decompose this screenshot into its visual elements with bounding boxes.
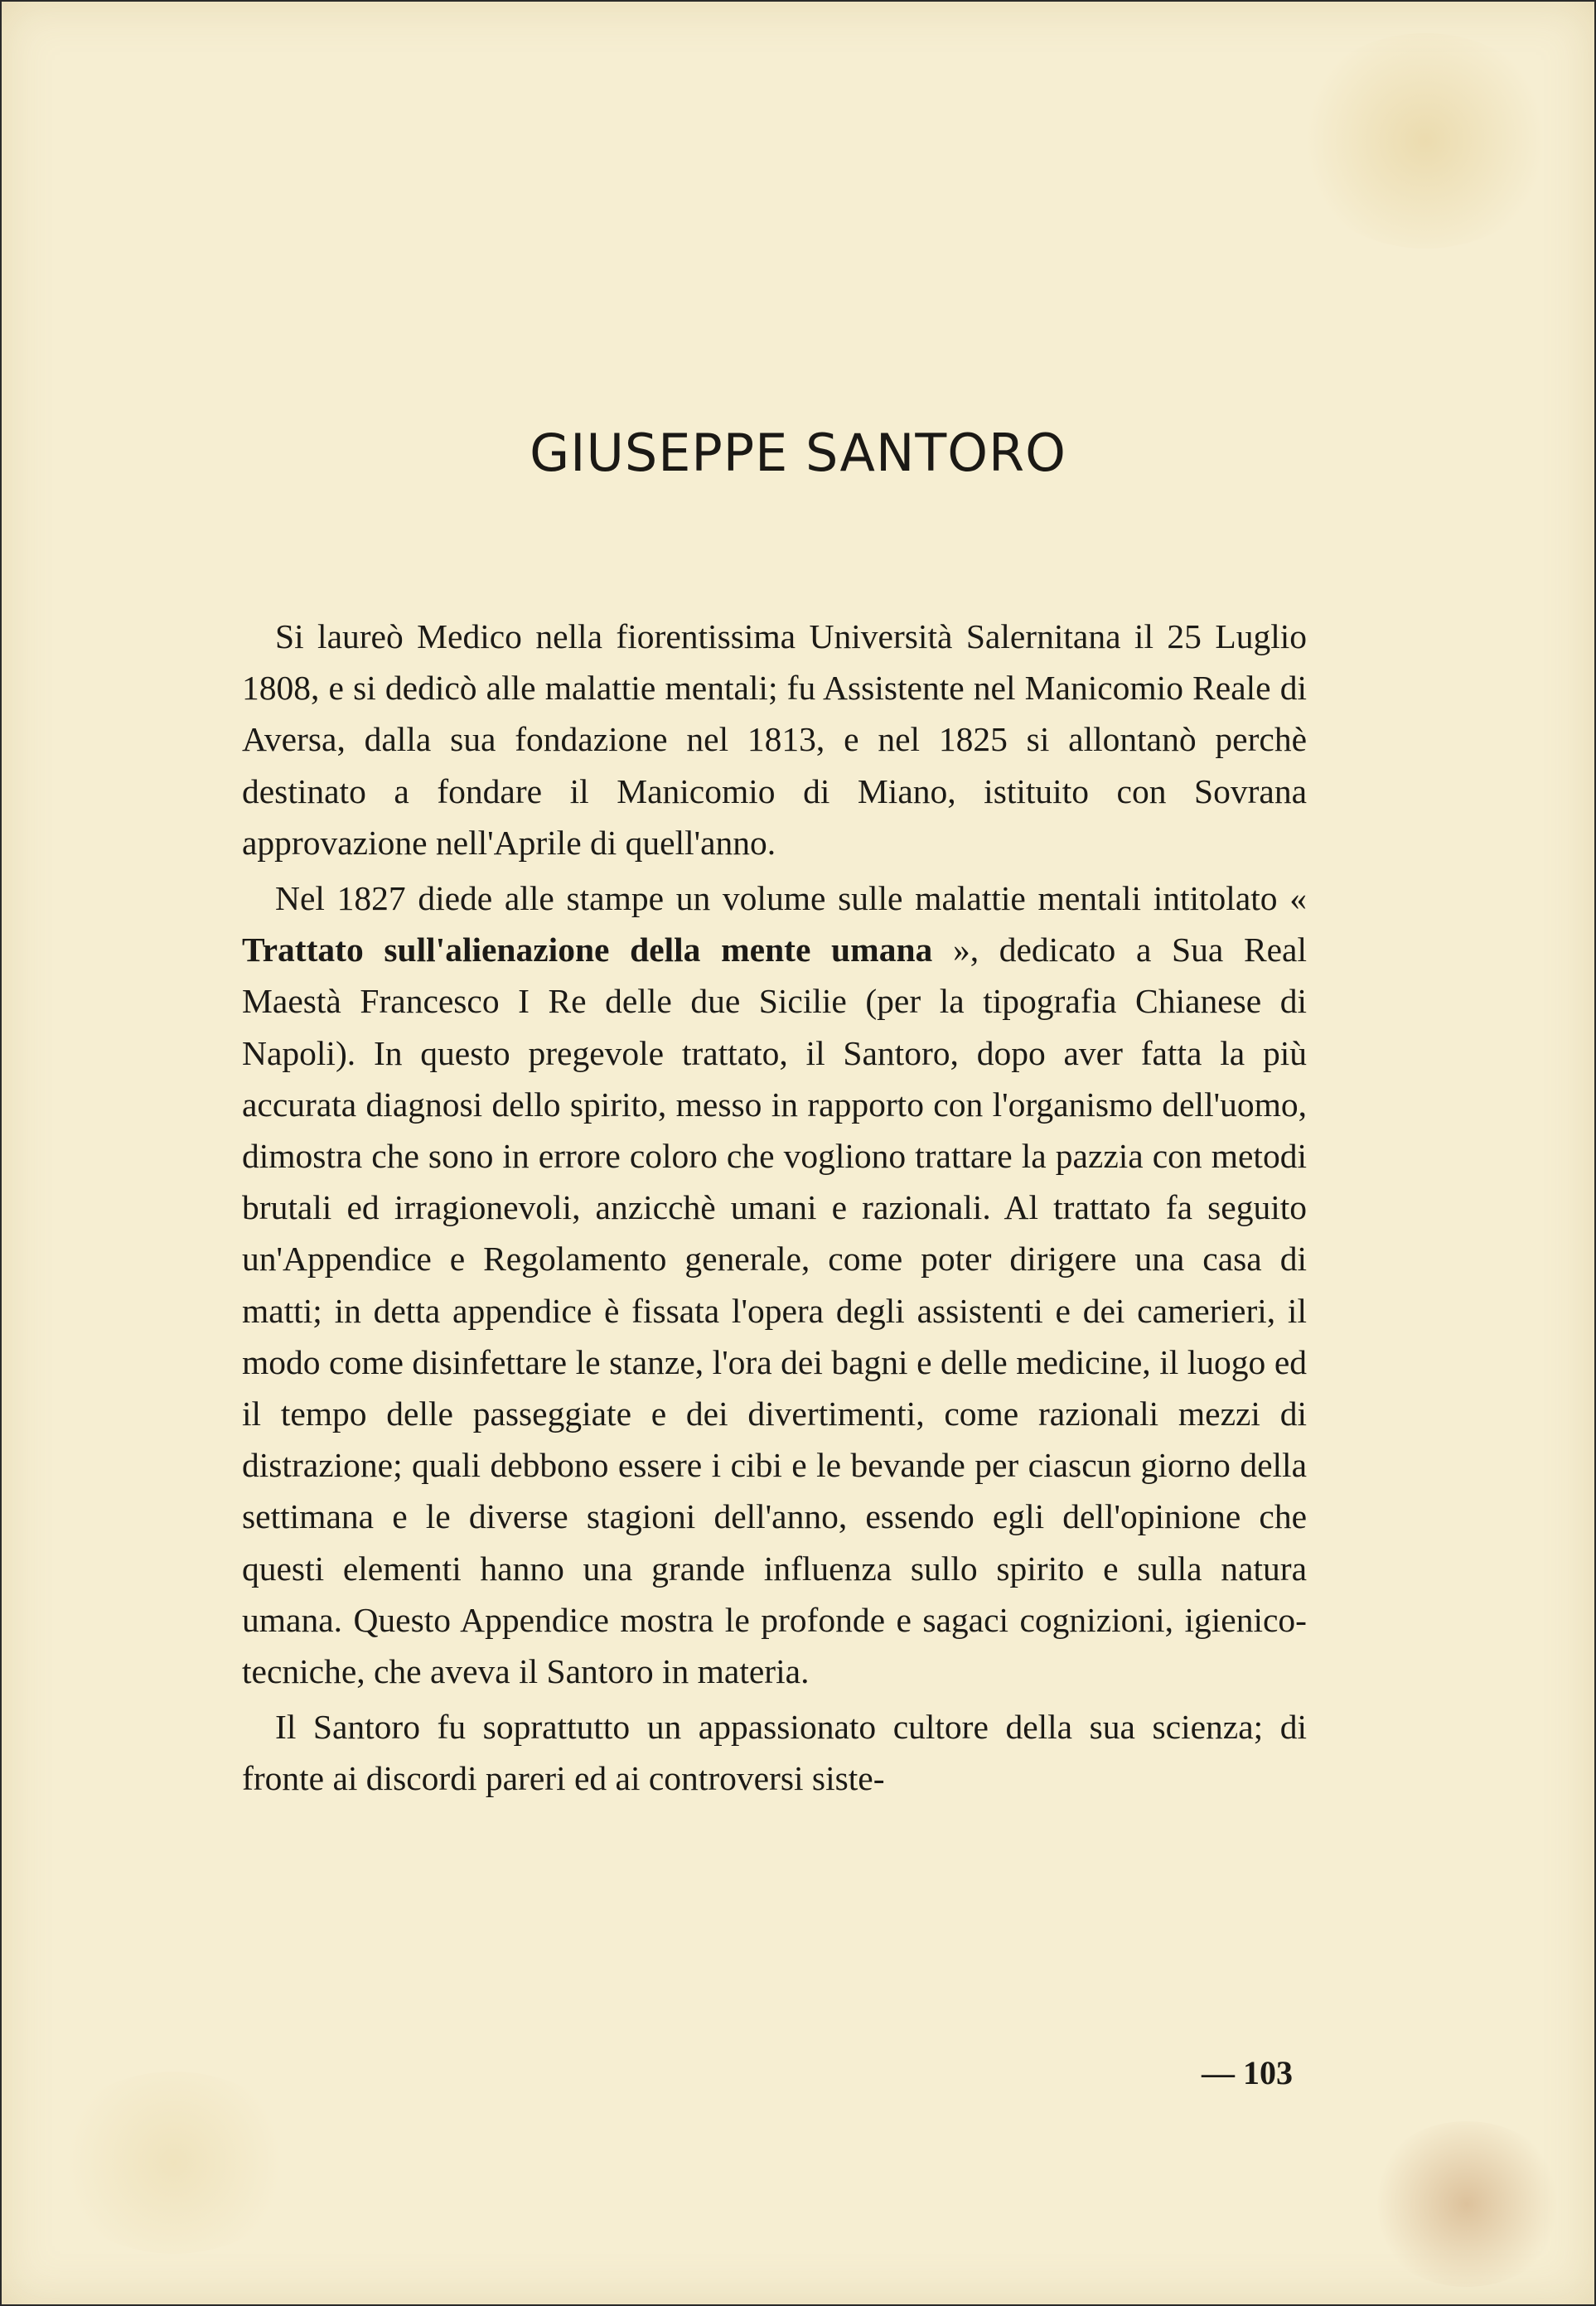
paper-stain [1293,33,1558,249]
paper-stain [1367,2121,1566,2287]
paper-stain [50,2072,298,2254]
paragraph-1: Si laureò Medico nella fiorentissima Università Salernitana il 25 Luglio 1808, e si dedicò alle malattie mentali; fu Assistente nel Manicomio Reale di Aversa, dalla sua fondazione nel 1813, e nel 1825 si allontanò perchè destinato a fondare il Manicomio di Miano, istituito con Sovrana approvazione nell'Aprile di quell'anno. [242,617,1307,862]
body-text [242,611,1307,1809]
paragraph-3: Il Santoro fu soprattutto un appassionato cultore della sua scienza; di fronte ai discordi pareri ed ai controversi siste- [242,1708,1307,1798]
paragraph-2-rest: », dedicato a Sua Real Maestà Francesco I Re delle due Sicilie (per la tipografia Chianese di Napoli). In questo pregevole trattato, il Santoro, dopo aver fatta la più accurata diagnosi dello spirito, messo in rapporto con l'organismo dell'uomo, dimostra che sono in errore coloro che vogliono trattare la pazzia con metodi brutali ed irragionevoli, anzicchè umani e razionali. Al trattato fa seguito un'Appendice e Regolamento generale, come poter dirigere una casa di matti; in detta appendice è fissata l'opera degli assistenti e dei camerieri, il modo come disinfettare le stanze, l'ora dei bagni e delle medicine, il luogo ed il tempo delle passeggiate e dei divertimenti, come razionali mezzi di distrazione; quali debbono essere i cibi e le bevande per ciascun giorno della settimana e le diverse stagioni dell'anno, essendo egli dell'opinione che questi elementi hanno una grande influenza sullo spirito e sulla natura umana. Questo Appendice mostra le profonde e sagaci cognizioni, igienico-tecniche, che aveva il Santoro in materia. [242,931,1307,1691]
paragraph-2 [242,873,1307,1697]
page-title: GIUSEPPE SANTORO [530,423,1066,483]
book-title: Trattato sull'alienazione della mente umana [242,931,933,969]
paragraph-2-intro: Nel 1827 diede alle stampe un volume sulle malattie mentali intitolato « [275,879,1307,918]
page-number: — 103 [1202,2054,1293,2091]
